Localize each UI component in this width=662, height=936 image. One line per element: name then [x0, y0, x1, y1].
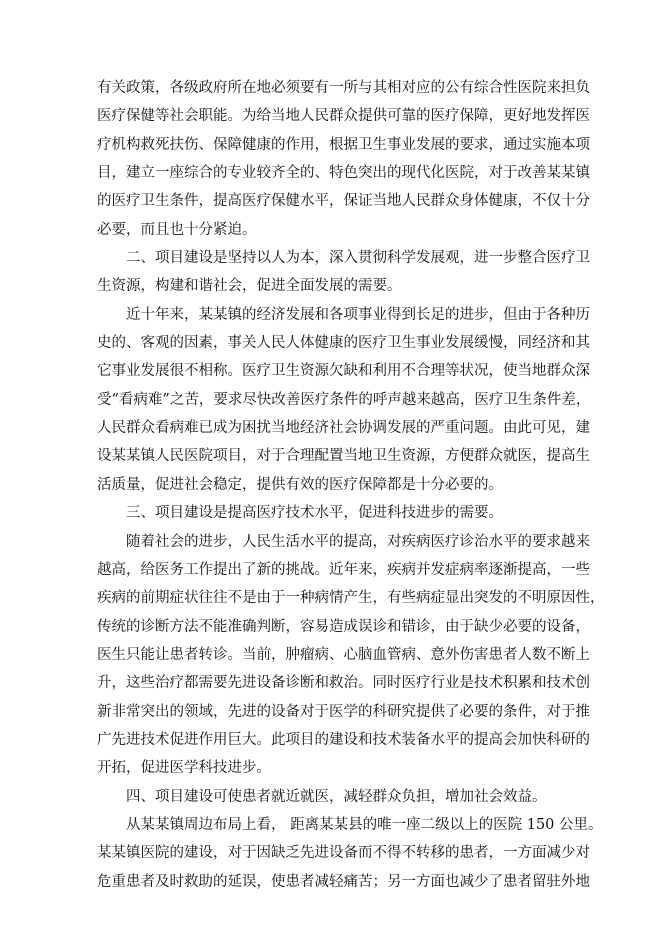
text-line: 升，这些治疗都需要先进设备诊断和救治。同时医疗行业是技术积累和技术创: [97, 675, 590, 692]
text-line: 它事业发展很不相称。医疗卫生资源欠缺和利用不合理等状况，使当地群众深: [97, 363, 590, 380]
section-heading: 四、项目建设可使患者就近就医，减轻群众负担，增加社会效益。: [126, 788, 547, 805]
text-line: 史的、客观的因素，事关人民人体健康的医疗卫生事业发展缓慢，同经济和其: [97, 335, 590, 352]
text-line: 新非常突出的领域，先进的设备对于医学的科研究提供了必要的条件，对于推: [97, 703, 590, 720]
text-line: 传统的诊断方法不能准确判断，容易造成误诊和错诊，由于缺少必要的设备，: [97, 618, 590, 635]
text-line: 的医疗卫生条件，提高医疗保健水平，保证当地人民群众身体健康，不仅十分: [97, 193, 590, 210]
section-heading: 生资源，构建和谐社会，促进全面发展的需要。: [97, 278, 402, 295]
text-line: 越高，给医务工作提出了新的挑战。近年来，疾病并发症病率逐渐提高，一些: [97, 561, 590, 578]
text-line: 医生只能让患者转诊。当前，肿瘤病、心脑血管病、意外伤害患者人数不断上: [97, 646, 590, 663]
text-line: 从某某镇周边布局上看， 距离某某县的唯一座二级以上的医院 150 公里。: [126, 816, 603, 833]
text-line: 目，建立一座综合的专业较齐全的、特色突出的现代化医院，对于改善某某镇: [97, 165, 590, 182]
text-line: 医疗保健等社会职能。为给当地人民群众提供可靠的医疗保障，更好地发挥医: [97, 108, 590, 125]
text-line: 设某某镇人民医院项目，对于合理配置当地卫生资源，方便群众就医，提高生: [97, 448, 590, 465]
text-line: 某某镇医院的建设，对于因缺乏先进设备而不得不转移的患者，一方面减少对: [97, 845, 590, 862]
document-body: [97, 74, 605, 896]
text-line: 近十年来，某某镇的经济发展和各项事业得到长足的进步，但由于各种历: [126, 306, 590, 323]
text-line: 疾病的前期症状往往不是由于一种病情产生，有些病症显出突发的不明原因性，: [97, 590, 605, 607]
text-line: 开拓，促进医学科技进步。: [97, 760, 271, 777]
text-line: 随着社会的进步，人民生活水平的提高，对疾病医疗诊治水平的要求越来: [126, 533, 590, 550]
section-heading: 二、项目建设是坚持以人为本，深入贯彻科学发展观，进一步整合医疗卫: [126, 250, 590, 267]
text-line: 活质量，促进社会稳定，提供有效的医疗保障都是十分必要的。: [97, 476, 503, 493]
text-line: 人民群众看病难已成为困扰当地经济社会协调发展的严重问题。由此可见，建: [97, 420, 590, 437]
text-line: 危重患者及时救助的延误，使患者减轻痛苦；另一方面也减少了患者留驻外地: [97, 873, 590, 890]
text-line: 疗机构救死扶伤、保障健康的作用，根据卫生事业发展的要求，通过实施本项: [97, 136, 590, 153]
text-line: 受“看病难”之苦，要求尽快改善医疗条件的呼声越来越高，医疗卫生条件差，: [97, 391, 591, 408]
text-line: 广先进技术促进作用巨大。此项目的建设和技术装备水平的提高会加快科研的: [97, 731, 590, 748]
text-line: 必要，而且也十分紧迫。: [97, 221, 257, 238]
text-line: 有关政策，各级政府所在地必须要有一所与其相对应的公有综合性医院来担负: [97, 80, 590, 96]
section-heading: 三、项目建设是提高医疗技术水平，促进科技进步的需要。: [126, 505, 503, 522]
